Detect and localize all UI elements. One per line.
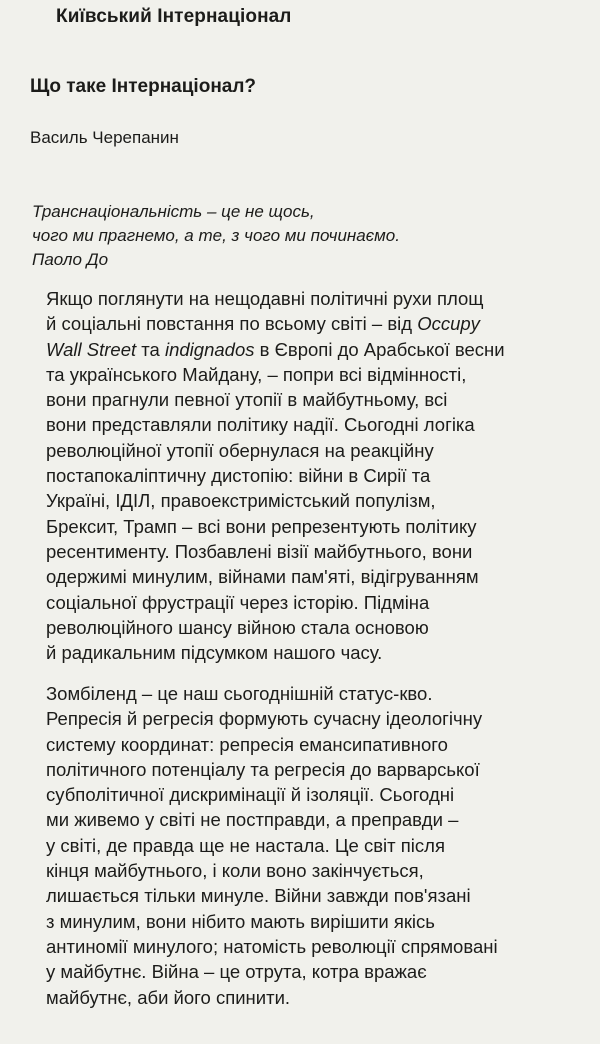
text-line: антиномії минулого; натомість революції спрямовані [46,935,498,957]
text-line: ми живемо у світі не постправди, а преправди – [46,809,459,831]
text-line: ресентименту. Позбавлені візії майбутнього, вони [46,540,473,562]
text-line [46,337,505,362]
text-run: в Європі до Арабської весни [254,338,505,360]
text-line: політичного потенціалу та регресія до варварської [46,758,480,780]
epigraph-line: чого ми прагнемо, а те, з чого ми починаємо. [32,226,400,245]
text-line: вони представляли політику надії. Сьогодні логіка [46,414,475,436]
epigraph-attribution: Паоло До [32,250,109,269]
italic-term: Wall Street [46,338,137,360]
epigraph [32,200,400,272]
author-name: Василь Черепанин [30,128,179,147]
italic-term: Occupy [417,313,480,335]
text-line: у майбутнє. Війна – це отрута, котра вражає [46,961,427,983]
text-run: Якщо поглянути на нещодавні політичні рухи площ [46,288,484,309]
text-line: у світі, де правда ще не настала. Це світ після [46,834,445,856]
text-line: Україні, ІДІЛ, правоекстримістський популізм, [46,490,436,512]
text-line: Репресія й регресія формують сучасну ідеологічну [46,708,483,730]
text-line: лишається тільки минуле. Війни завжди пов'язані [46,885,471,907]
text-line [46,286,505,311]
text-line: Брексит, Трамп – всі вони репрезентують політику [46,515,477,537]
article-title: Що таке Інтернаціонал? [30,76,257,97]
text-line: постапокаліптичну дистопію: війни в Сирії та [46,465,431,487]
text-run: й соціальні повстання по всьому світі – від [46,313,418,335]
text-line: систему координат: репресія емансипативного [46,733,448,755]
text-line: й радикальним підсумком нашого часу. [46,642,383,664]
text-line: та українського Майдану, – попри всі відмінності, [46,363,467,385]
italic-term: indignados [164,338,255,360]
body-paragraph-1 [46,286,505,665]
text-line: субполітичної дискримінації й ізоляції. Сьогодні [46,784,455,806]
text-line: одержимі минулим, війнами пам'яті, відігруванням [46,566,479,588]
text-line: майбутнє, аби його спинити. [46,986,291,1008]
text-line: революційного шансу війною стала основою [46,616,429,638]
text-line: соціальної фрустрації через історію. Підміна [46,591,430,613]
text-line: Зомбіленд – це наш сьогоднішній статус-кво. [46,683,433,704]
text-line: революційної утопії обернулася на реакційну [46,439,434,461]
body-paragraph-2 [46,681,498,1010]
text-line [46,311,505,336]
epigraph-line: Транснаціональність – це не щось, [32,202,315,221]
text-line: кінця майбутнього, і коли воно закінчується, [46,860,424,882]
running-header: Київський Інтернаціонал [56,6,292,27]
text-line: вони прагнули певної утопії в майбутньому, всі [46,389,448,411]
text-run: та [136,338,165,360]
text-line: з минулим, вони нібито мають вирішити якісь [46,910,435,932]
